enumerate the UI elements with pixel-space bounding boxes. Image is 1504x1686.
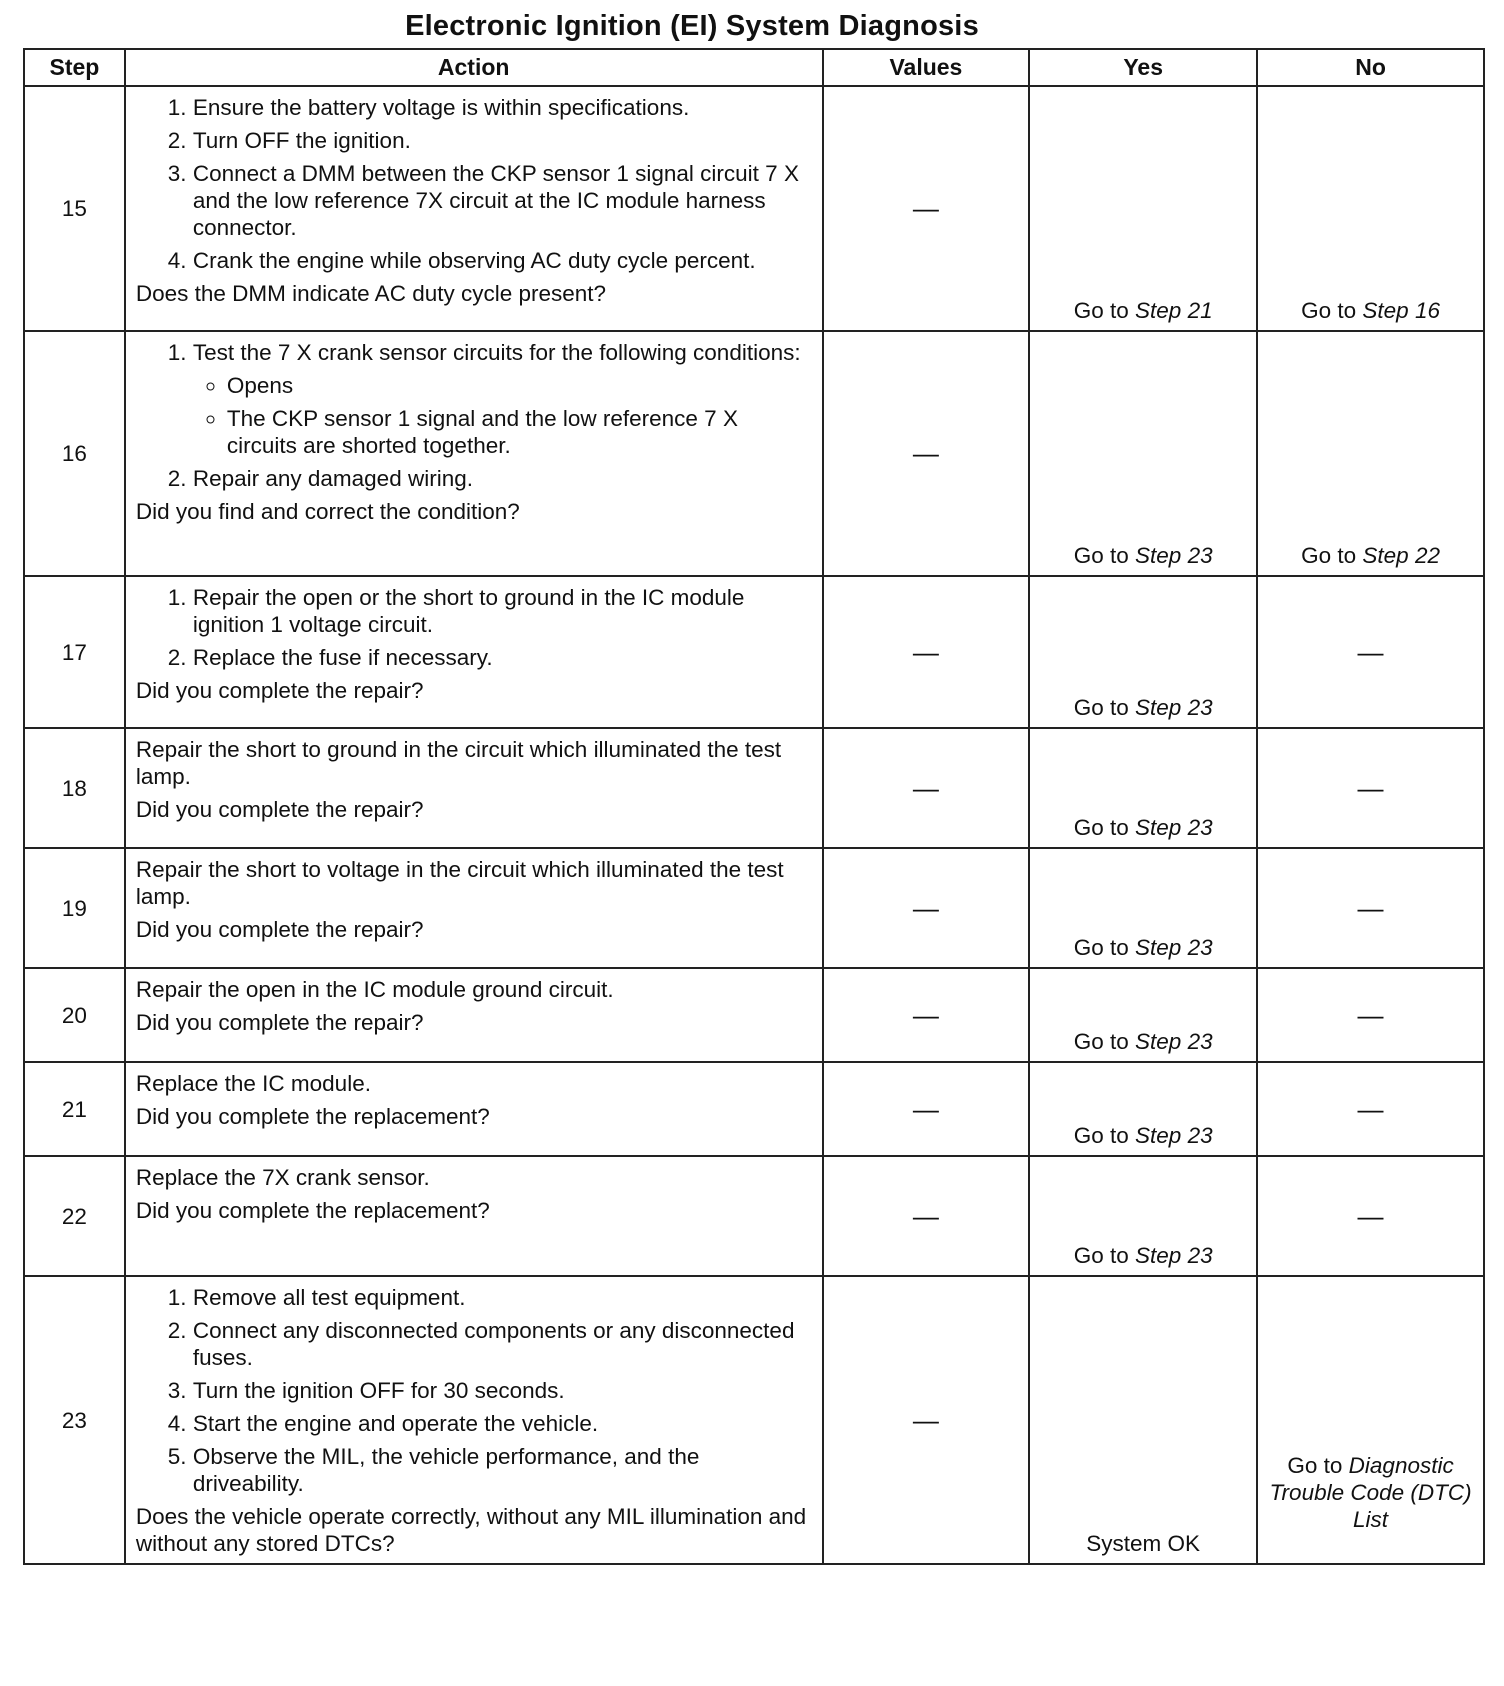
action-text: Repair the short to ground in the circuit which illuminated the test lamp.: [135, 737, 782, 789]
step-number: 23: [24, 1276, 125, 1564]
action-step: 2. Connect any disconnected components or any disconnected fuses.: [193, 1317, 812, 1371]
no-cell: —: [1257, 1156, 1484, 1276]
action-step: 4. Start the engine and operate the vehicle.: [193, 1410, 812, 1437]
no-cell: —: [1257, 968, 1484, 1062]
column-header-step: Step: [24, 49, 125, 86]
no-cell: [1257, 331, 1484, 576]
action-text: Repair the open in the IC module ground circuit.: [135, 977, 614, 1002]
header-row: [24, 49, 1484, 86]
no-cell: —: [1257, 576, 1484, 728]
yes-goto-link[interactable]: Step 23: [1135, 1029, 1213, 1054]
action-step-text: Test the 7 X crank sensor circuits for the following conditions:: [192, 340, 801, 365]
action-steps: [136, 584, 812, 671]
action-step: 3. Turn the ignition OFF for 30 seconds.: [193, 1377, 812, 1404]
values-cell: —: [823, 968, 1030, 1062]
action-step: 3. Connect a DMM between the CKP sensor 1 signal circuit 7 X and the low reference 7X circuit at the IC module harness connector.: [193, 160, 812, 241]
yes-goto-link[interactable]: Step 23: [1135, 1123, 1213, 1148]
no-goto-link[interactable]: Step 22: [1362, 543, 1440, 568]
action-step: 1. Repair the open or the short to ground in the IC module ignition 1 voltage circuit.: [193, 584, 812, 638]
action-step: 2. Replace the fuse if necessary.: [193, 644, 812, 671]
no-cell: —: [1257, 1062, 1484, 1156]
condition-item: ◦ The CKP sensor 1 signal and the low reference 7 X circuits are shorted together.: [227, 405, 812, 459]
goto-prefix: Go to: [1301, 543, 1357, 568]
table-row-step-20: [24, 968, 1484, 1062]
column-header-no: No: [1257, 49, 1484, 86]
action-question: Did you find and correct the condition?: [135, 499, 520, 524]
step-number: 19: [24, 848, 125, 968]
values-cell: —: [823, 848, 1030, 968]
goto-prefix: Go to: [1073, 1029, 1129, 1054]
yes-cell: [1029, 1062, 1257, 1156]
values-cell: —: [823, 1156, 1030, 1276]
action-text: Replace the 7X crank sensor.: [135, 1165, 430, 1190]
step-number: 17: [24, 576, 125, 728]
step-number: 15: [24, 86, 125, 331]
no-cell: [1257, 1276, 1484, 1564]
yes-cell: [1029, 968, 1257, 1062]
action-step: 2. Repair any damaged wiring.: [193, 465, 812, 492]
action-question: Did you complete the repair?: [135, 678, 424, 703]
action-question: Did you complete the replacement?: [135, 1198, 490, 1223]
table-row-step-22: [24, 1156, 1484, 1276]
action-steps: [136, 1284, 812, 1497]
dtc-list-link[interactable]: Diagnostic Trouble Code (DTC) List: [1269, 1453, 1472, 1532]
action-question: Did you complete the repair?: [135, 797, 424, 822]
table-row-step-21: [24, 1062, 1484, 1156]
goto-prefix: Go to: [1073, 298, 1129, 323]
yes-cell: [1029, 576, 1257, 728]
yes-goto-link[interactable]: Step 21: [1135, 298, 1213, 323]
action-cell: [125, 1276, 823, 1564]
column-header-yes: Yes: [1029, 49, 1257, 86]
step-number: 20: [24, 968, 125, 1062]
no-cell: —: [1257, 848, 1484, 968]
action-question: Does the DMM indicate AC duty cycle present?: [135, 281, 607, 306]
table-row-step-23: [24, 1276, 1484, 1564]
yes-cell: [1029, 1156, 1257, 1276]
action-question: Did you complete the repair?: [135, 917, 424, 942]
action-step: 2. Turn OFF the ignition.: [193, 127, 812, 154]
yes-cell: [1029, 728, 1257, 848]
goto-prefix: Go to: [1073, 1243, 1129, 1268]
goto-prefix: Go to: [1073, 935, 1129, 960]
goto-prefix: Go to: [1073, 543, 1129, 568]
action-step: 1. Remove all test equipment.: [193, 1284, 812, 1311]
action-text: Repair the short to voltage in the circuit which illuminated the test lamp.: [135, 857, 784, 909]
action-cell: [125, 86, 823, 331]
goto-prefix: Go to: [1287, 1453, 1343, 1478]
step-number: 18: [24, 728, 125, 848]
yes-cell: [1029, 86, 1257, 331]
system-ok-text: System OK: [1086, 1531, 1201, 1556]
yes-goto-link[interactable]: Step 23: [1135, 695, 1213, 720]
values-cell: —: [823, 1276, 1030, 1564]
action-step: 5. Observe the MIL, the vehicle performance, and the driveability.: [193, 1443, 812, 1497]
values-cell: —: [823, 1062, 1030, 1156]
table-row-step-17: [24, 576, 1484, 728]
page-title: Electronic Ignition (EI) System Diagnosis: [405, 10, 979, 42]
yes-goto-link[interactable]: Step 23: [1135, 543, 1213, 568]
no-cell: [1257, 86, 1484, 331]
step-number: 21: [24, 1062, 125, 1156]
action-cell: [125, 576, 823, 728]
goto-prefix: Go to: [1073, 1123, 1129, 1148]
goto-prefix: Go to: [1073, 695, 1129, 720]
condition-list: [193, 372, 812, 459]
action-step: 1. Ensure the battery voltage is within specifications.: [193, 94, 812, 121]
action-steps: [136, 339, 812, 492]
no-goto-link[interactable]: Step 16: [1362, 298, 1440, 323]
diagnosis-table: [23, 48, 1485, 1565]
table-row-step-19: [24, 848, 1484, 968]
yes-cell: [1029, 1276, 1257, 1564]
values-cell: —: [823, 86, 1030, 331]
table-row-step-16: [24, 331, 1484, 576]
action-question: Does the vehicle operate correctly, without any MIL illumination and without any stored DTCs?: [135, 1504, 807, 1556]
action-cell: [125, 848, 823, 968]
values-cell: —: [823, 576, 1030, 728]
yes-goto-link[interactable]: Step 23: [1135, 1243, 1213, 1268]
action-step: 4. Crank the engine while observing AC duty cycle percent.: [193, 247, 812, 274]
values-cell: —: [823, 331, 1030, 576]
step-number: 16: [24, 331, 125, 576]
action-cell: [125, 728, 823, 848]
action-cell: [125, 968, 823, 1062]
yes-cell: [1029, 848, 1257, 968]
action-step: [193, 339, 812, 459]
table-row-step-15: [24, 86, 1484, 331]
action-steps: [136, 94, 812, 274]
no-cell: —: [1257, 728, 1484, 848]
column-header-action: Action: [125, 49, 823, 86]
yes-cell: [1029, 331, 1257, 576]
action-text: Replace the IC module.: [135, 1071, 371, 1096]
goto-prefix: Go to: [1073, 815, 1129, 840]
action-question: Did you complete the replacement?: [135, 1104, 490, 1129]
goto-prefix: Go to: [1301, 298, 1357, 323]
values-cell: —: [823, 728, 1030, 848]
action-question: Did you complete the repair?: [135, 1010, 424, 1035]
action-cell: [125, 1156, 823, 1276]
step-number: 22: [24, 1156, 125, 1276]
yes-goto-link[interactable]: Step 23: [1135, 815, 1213, 840]
condition-item: ◦ Opens: [227, 372, 812, 399]
yes-goto-link[interactable]: Step 23: [1135, 935, 1213, 960]
action-cell: [125, 1062, 823, 1156]
table-row-step-18: [24, 728, 1484, 848]
action-cell: [125, 331, 823, 576]
column-header-values: Values: [823, 49, 1030, 86]
